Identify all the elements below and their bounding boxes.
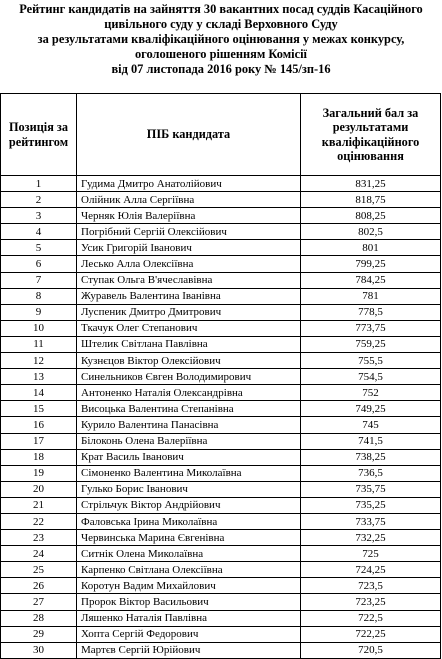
cell-name: Ляшенко Наталія Павлівна	[77, 610, 301, 626]
cell-name: Мартєв Сергій Юрійович	[77, 642, 301, 658]
cell-score: 735,25	[301, 497, 441, 513]
cell-position: 3	[1, 208, 77, 224]
cell-name: Ступак Ольга В'ячеславівна	[77, 272, 301, 288]
table-row	[1, 176, 441, 192]
cell-score: 724,25	[301, 562, 441, 578]
table-row	[1, 385, 441, 401]
cell-position: 25	[1, 562, 77, 578]
cell-score: 733,75	[301, 513, 441, 529]
cell-score: 755,5	[301, 353, 441, 369]
document-heading	[0, 2, 442, 77]
table-row	[1, 208, 441, 224]
cell-name: Олійник Алла Сергіївна	[77, 192, 301, 208]
cell-score: 799,25	[301, 256, 441, 272]
table-row	[1, 353, 441, 369]
cell-score: 801	[301, 240, 441, 256]
table-row	[1, 240, 441, 256]
cell-position: 15	[1, 401, 77, 417]
cell-score: 732,25	[301, 530, 441, 546]
table-row	[1, 417, 441, 433]
heading-line-3: за результатами кваліфікаційного оцінювання у межах конкурсу,	[37, 32, 405, 46]
table-row	[1, 481, 441, 497]
cell-position: 2	[1, 192, 77, 208]
cell-score: 745	[301, 417, 441, 433]
table-row	[1, 578, 441, 594]
cell-score: 722,5	[301, 610, 441, 626]
cell-position: 20	[1, 481, 77, 497]
table-row	[1, 224, 441, 240]
cell-score: 818,75	[301, 192, 441, 208]
table-row	[1, 610, 441, 626]
cell-position: 13	[1, 369, 77, 385]
table-row	[1, 288, 441, 304]
cell-name: Сімоненко Валентина Миколаївна	[77, 465, 301, 481]
table-row	[1, 530, 441, 546]
cell-score: 784,25	[301, 272, 441, 288]
cell-score: 781	[301, 288, 441, 304]
cell-position: 26	[1, 578, 77, 594]
heading-line-4: оголошеного рішенням Комісії	[134, 47, 307, 61]
cell-score: 725	[301, 546, 441, 562]
cell-score: 741,5	[301, 433, 441, 449]
cell-name: Коротун Вадим Михайлович	[77, 578, 301, 594]
header-row	[1, 94, 441, 176]
rating-table	[0, 93, 441, 659]
cell-position: 14	[1, 385, 77, 401]
table-row	[1, 401, 441, 417]
cell-position: 7	[1, 272, 77, 288]
cell-score: 749,25	[301, 401, 441, 417]
cell-position: 6	[1, 256, 77, 272]
heading-line-2: цивільного суду у складі Верховного Суду	[104, 17, 338, 31]
table-row	[1, 449, 441, 465]
header-score: Загальний бал за результатами кваліфікаційного оцінювання	[301, 94, 441, 176]
cell-name: Білоконь Олена Валеріївна	[77, 433, 301, 449]
cell-score: 738,25	[301, 449, 441, 465]
cell-name: Погрібний Сергій Олексійович	[77, 224, 301, 240]
heading-line-1: Рейтинг кандидатів на зайняття 30 вакантних посад суддів Касаційного	[19, 2, 423, 16]
table-row	[1, 642, 441, 658]
table-row	[1, 562, 441, 578]
table-row	[1, 304, 441, 320]
cell-position: 29	[1, 626, 77, 642]
cell-name: Лесько Алла Олексіївна	[77, 256, 301, 272]
table-row	[1, 513, 441, 529]
cell-position: 5	[1, 240, 77, 256]
cell-name: Пророк Віктор Васильович	[77, 594, 301, 610]
table-row	[1, 336, 441, 352]
table-row	[1, 272, 441, 288]
table-row	[1, 465, 441, 481]
header-position: Позиція за рейтингом	[1, 94, 77, 176]
cell-position: 1	[1, 176, 77, 192]
cell-position: 28	[1, 610, 77, 626]
cell-score: 723,25	[301, 594, 441, 610]
cell-position: 30	[1, 642, 77, 658]
cell-name: Ткачук Олег Степанович	[77, 320, 301, 336]
table-row	[1, 369, 441, 385]
cell-name: Червинська Марина Євгенівна	[77, 530, 301, 546]
cell-position: 27	[1, 594, 77, 610]
cell-name: Штелик Світлана Павлівна	[77, 336, 301, 352]
cell-name: Черняк Юлія Валеріївна	[77, 208, 301, 224]
table-row	[1, 256, 441, 272]
table-row	[1, 320, 441, 336]
table-header	[1, 94, 441, 176]
cell-score: 773,75	[301, 320, 441, 336]
cell-name: Хопта Сергій Федорович	[77, 626, 301, 642]
header-name: ПІБ кандидата	[77, 94, 301, 176]
cell-name: Фаловська Ірина Миколаївна	[77, 513, 301, 529]
cell-position: 16	[1, 417, 77, 433]
cell-position: 23	[1, 530, 77, 546]
table-row	[1, 626, 441, 642]
cell-position: 19	[1, 465, 77, 481]
cell-score: 759,25	[301, 336, 441, 352]
table-row	[1, 433, 441, 449]
cell-name: Стрільчук Віктор Андрійович	[77, 497, 301, 513]
cell-score: 808,25	[301, 208, 441, 224]
table-row	[1, 594, 441, 610]
cell-name: Курило Валентина Панасівна	[77, 417, 301, 433]
cell-position: 21	[1, 497, 77, 513]
table-row	[1, 497, 441, 513]
cell-score: 722,25	[301, 626, 441, 642]
cell-position: 17	[1, 433, 77, 449]
cell-name: Антоненко Наталія Олександрівна	[77, 385, 301, 401]
cell-score: 723,5	[301, 578, 441, 594]
cell-score: 754,5	[301, 369, 441, 385]
cell-score: 735,75	[301, 481, 441, 497]
cell-name: Кузнєцов Віктор Олексійович	[77, 353, 301, 369]
table-body	[1, 176, 441, 659]
cell-score: 736,5	[301, 465, 441, 481]
cell-name: Висоцька Валентина Степанівна	[77, 401, 301, 417]
heading-line-5: від 07 листопада 2016 року № 145/зп-16	[111, 62, 331, 76]
cell-name: Гудима Дмитро Анатолійович	[77, 176, 301, 192]
cell-position: 12	[1, 353, 77, 369]
cell-score: 778,5	[301, 304, 441, 320]
cell-name: Синельников Євген Володимирович	[77, 369, 301, 385]
cell-position: 10	[1, 320, 77, 336]
cell-position: 11	[1, 336, 77, 352]
cell-name: Журавель Валентина Іванівна	[77, 288, 301, 304]
cell-score: 831,25	[301, 176, 441, 192]
cell-name: Гулько Борис Іванович	[77, 481, 301, 497]
cell-name: Ситнік Олена Миколаївна	[77, 546, 301, 562]
cell-name: Усик Григорій Іванович	[77, 240, 301, 256]
cell-position: 8	[1, 288, 77, 304]
cell-score: 720,5	[301, 642, 441, 658]
table-row	[1, 546, 441, 562]
cell-position: 9	[1, 304, 77, 320]
cell-position: 22	[1, 513, 77, 529]
cell-position: 18	[1, 449, 77, 465]
cell-position: 4	[1, 224, 77, 240]
cell-name: Карпенко Світлана Олексіївна	[77, 562, 301, 578]
cell-score: 802,5	[301, 224, 441, 240]
cell-position: 24	[1, 546, 77, 562]
cell-score: 752	[301, 385, 441, 401]
table-row	[1, 192, 441, 208]
cell-name: Крат Василь Іванович	[77, 449, 301, 465]
cell-name: Луспеник Дмитро Дмитрович	[77, 304, 301, 320]
